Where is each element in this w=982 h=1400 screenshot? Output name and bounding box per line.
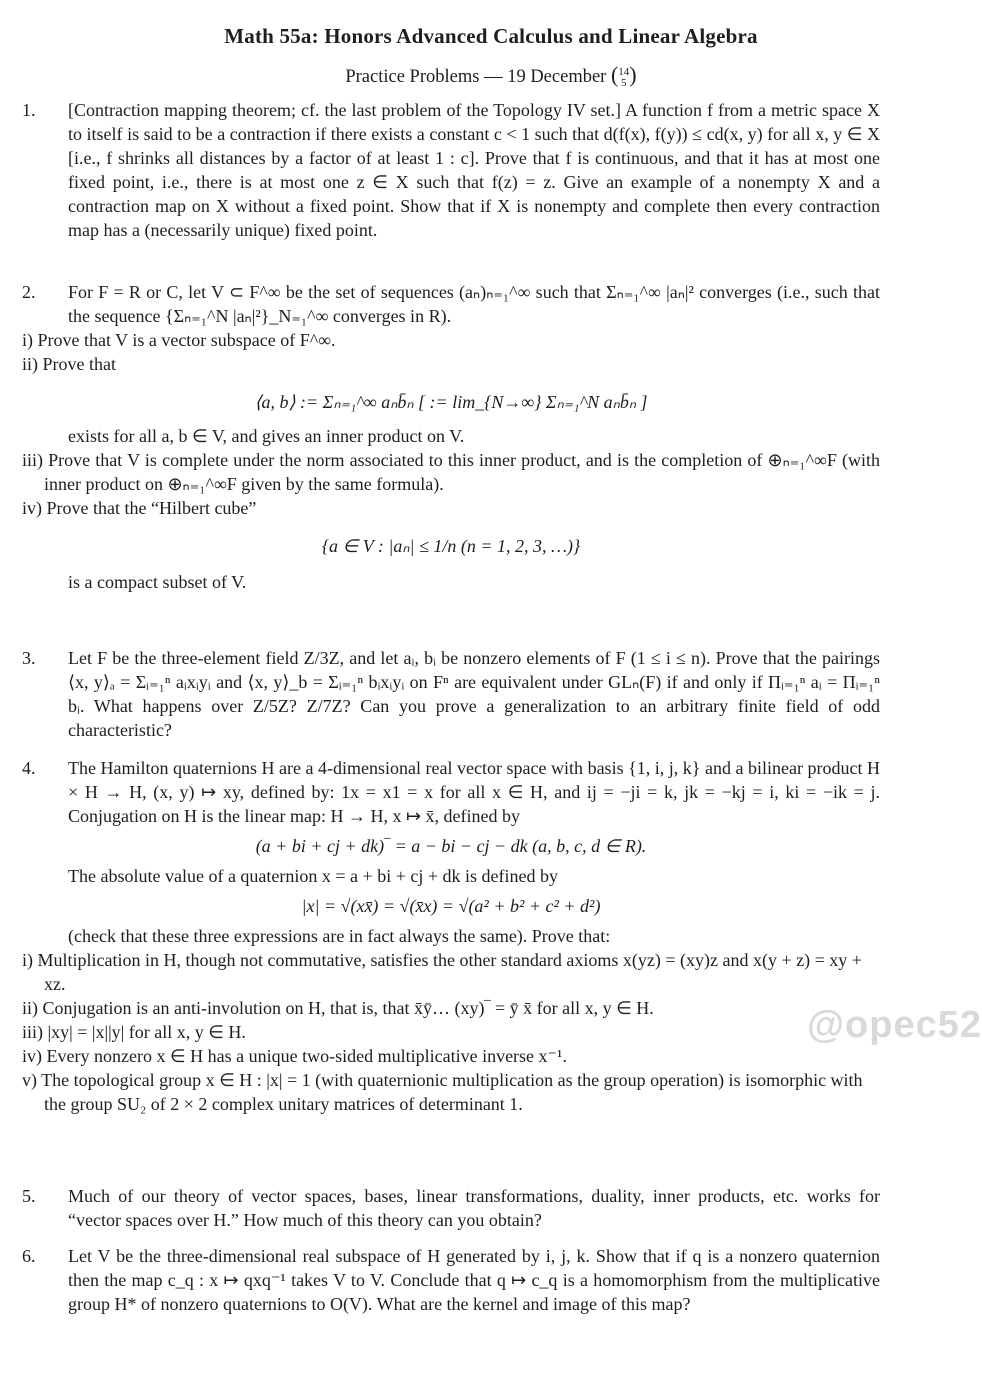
part-iv-continued: is a compact subset of V.	[68, 572, 247, 592]
conjugation-formula: (a + bi + cj + dk)‾ = a − bi − cj − dk (a, b, c, d ∈ R).	[255, 836, 647, 856]
part-i: i) Multiplication in H, though not commutative, satisfies the other standard axioms x(yz) = (xy)z and x(y + z) = xy + xz.	[22, 950, 862, 994]
absolute-value-formula: |x| = √(xx̄) = √(x̄x) = √(a² + b² + c² + d²)	[301, 896, 601, 916]
problem-1	[22, 98, 880, 242]
problem-3	[22, 646, 880, 742]
problem-intro: For F = R or C, let V ⊂ F^∞ be the set of sequences (aₙ)ₙ₌₁^∞ such that Σₙ₌₁^∞ |aₙ|² converges (i.e., such that the sequence {Σₙ₌₁^N |aₙ|²}_N₌₁^∞ converges in R).	[68, 282, 880, 326]
problem-intro: The Hamilton quaternions H are a 4-dimensional real vector space with basis {1, i, j, k} and a bilinear product H × H → H, (x, y) ↦ xy, defined by: 1x = x1 = x for all x ∈ H, and ij = −ji = k, jk = −kj = i, ki = −ik = j. Conjugation on H is the linear map: H → H, x ↦ x̄, defined by	[68, 758, 880, 826]
part-ii-continued: exists for all a, b ∈ V, and gives an inner product on V.	[68, 426, 465, 446]
problem-number: 1.	[22, 100, 36, 120]
problem-2	[22, 280, 880, 594]
part-iv: iv) Prove that the “Hilbert cube”	[22, 498, 257, 518]
absolute-value-text: The absolute value of a quaternion x = a + bi + cj + dk is defined by	[68, 866, 558, 886]
problem-5	[22, 1184, 880, 1232]
hilbert-cube-formula: {a ∈ V : |aₙ| ≤ 1/n (n = 1, 2, 3, …)}	[321, 536, 581, 556]
problem-text: Let V be the three-dimensional real subspace of H generated by i, j, k. Show that if q is a nonzero quaternion then the map c_q : x ↦ qxq⁻¹ takes V to V. Conclude that q ↦ c_q is a homomorphism from the multiplicative group H* of nonzero quaternions to O(V). What are the kernel and image of this map?	[68, 1246, 880, 1314]
problem-number: 5.	[22, 1186, 36, 1206]
part-iv: iv) Every nonzero x ∈ H has a unique two-sided multiplicative inverse x⁻¹.	[22, 1046, 567, 1066]
problem-text: Let F be the three-element field Z/3Z, and let aᵢ, bᵢ be nonzero elements of F (1 ≤ i ≤ n). Prove that the pairings ⟨x, y⟩ₐ = Σᵢ₌₁ⁿ aᵢxᵢyᵢ and ⟨x, y⟩_b = Σᵢ₌₁ⁿ bᵢxᵢyᵢ on Fⁿ are equivalent under GLₙ(F) if and only if Πᵢ₌₁ⁿ aᵢ = Πᵢ₌₁ⁿ bᵢ. What happens over Z/5Z? Z/7Z? Can you prove a generalization to an arbitrary finite field of odd characteristic?	[68, 648, 880, 740]
page-subtitle: Practice Problems — 19 December (14 5 )	[345, 62, 637, 89]
check-text: (check that these three expressions are in fact always the same). Prove that:	[68, 926, 611, 946]
inner-product-formula: ⟨a, b⟩ := Σₙ₌₁^∞ aₙb̄ₙ [ := lim_{N→∞} Σₙ₌₁^N aₙb̄ₙ ]	[254, 392, 648, 412]
problem-number: 3.	[22, 648, 36, 668]
part-iii: iii) Prove that V is complete under the norm associated to this inner product, and is the completion of ⊕ₙ₌₁^∞F (with inner product on ⊕ₙ₌₁^∞F given by the same formula).	[22, 450, 880, 494]
problem-text: Much of our theory of vector spaces, bases, linear transformations, duality, inner products, etc. works for “vector spaces over H.” How much of this theory can you obtain?	[68, 1186, 880, 1230]
problem-4	[22, 756, 880, 1116]
page-title: Math 55a: Honors Advanced Calculus and Linear Algebra	[224, 24, 758, 48]
part-iii: iii) |xy| = |x||y| for all x, y ∈ H.	[22, 1022, 246, 1042]
problem-number: 6.	[22, 1246, 36, 1266]
part-i: i) Prove that V is a vector subspace of F^∞.	[22, 330, 336, 350]
part-ii: ii) Prove that	[22, 354, 116, 374]
watermark: @opec52	[806, 1004, 982, 1046]
problem-number: 2.	[22, 282, 36, 302]
part-ii: ii) Conjugation is an anti-involution on H, that is, that x̄ȳ… (xy)‾ = ȳ x̄ for all x, y ∈ H.	[22, 998, 654, 1018]
problem-text: [Contraction mapping theorem; cf. the last problem of the Topology IV set.] A function f from a metric space X to itself is said to be a contraction if there exists a constant c < 1 such that d(f(x), f(y)) ≤ cd(x, y) for all x, y ∈ X [i.e., f shrinks all distances by a factor of at least 1 : c]. Prove that f is continuous, and that it has at most one fixed point, i.e., there is at most one z ∈ X such that f(z) = z. Give an example of a nonempty X and a contraction map on X without a fixed point. Show that if X is nonempty and complete then every contraction map has a (necessarily unique) fixed point.	[68, 100, 880, 240]
part-v: v) The topological group x ∈ H : |x| = 1 (with quaternionic multiplication as the group operation) is isomorphic with the group SU₂ of 2 × 2 complex unitary matrices of determinant 1.	[22, 1070, 863, 1114]
problem-number: 4.	[22, 758, 36, 778]
problem-6	[22, 1244, 880, 1316]
